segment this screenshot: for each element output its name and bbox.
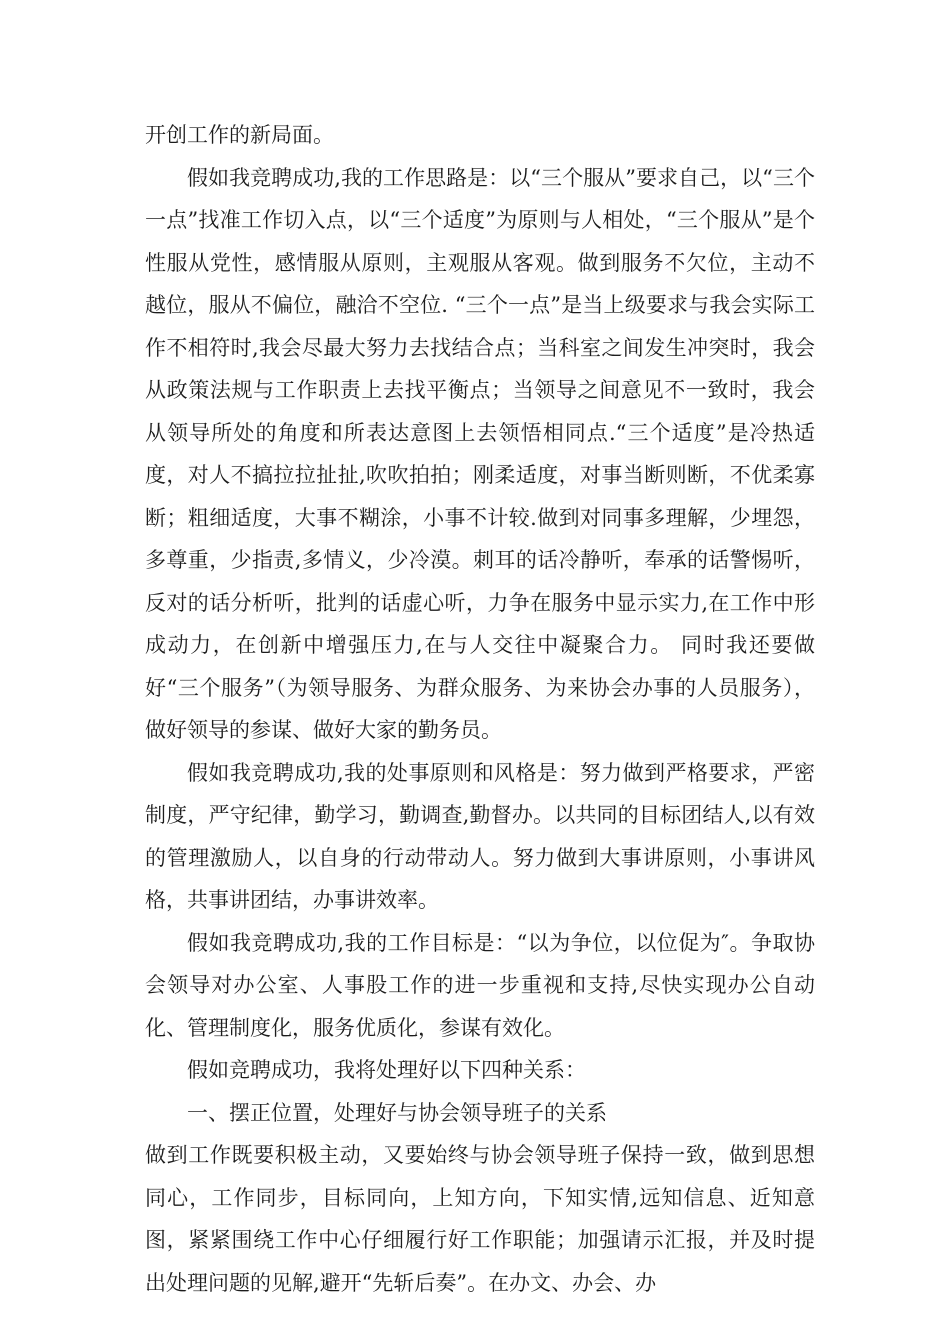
paragraph-section-1-body: 做到工作既要积极主动，又要始终与协会领导班子保持一致，做到思想同心，工作同步，目标同向，上知方向，下知实情,远知信息、近知意图，紧紧围绕工作中心仔细履行好工作职能；加强请示汇报，并及时提出处理问题的见解,避开“先斩后奏”。在办文、办会、办 (145, 1143, 815, 1295)
document-body (145, 114, 815, 1304)
section-heading-1: 一、摆正位置，处理好与协会领导班子的关系 (187, 1100, 607, 1125)
paragraph-principles-style: 假如我竞聘成功,我的处事原则和风格是：努力做到严格要求，严密制度，严守纪律，勤学习，勤调查,勤督办。以共同的目标团结人,以有效的管理激励人，以自身的行动带动人。努力做到大事讲原则，小事讲风格，共事讲团结，办事讲效率。 (145, 760, 815, 912)
paragraph-work-goals: 假如我竞聘成功,我的工作目标是：“以为争位，以位促为″。争取协会领导对办公室、人事股工作的进一步重视和支持,尽快实现办公自动化、管理制度化，服务优质化，参谋有效化。 (145, 930, 815, 1040)
paragraph-four-relations-intro: 假如竞聘成功，我将处理好以下四种关系： (187, 1058, 586, 1082)
paragraph-work-approach: 假如我竞聘成功,我的工作思路是：以“三个服从”要求自己，以“三个一点”找准工作切入点，以“三个适度”为原则与人相处，“三个服从”是个性服从党性，感情服从原则，主观服从客观。做到服务不欠位，主动不越位，服从不偏位，融洽不空位. “三个一点”是当上级要求与我会实际工作不相符时,我会尽最大努力去找结合点；当科室之间发生冲突时，我会从政策法规与工作职责上去找平衡点；当领导之间意见不一致时，我会从领导所处的角度和所表达意图上去领悟相同点.“三个适度”是冷热适度，对人不搞拉拉扯扯,吹吹拍拍；刚柔适度，对事当断则断，不优柔寡断；粗细适度，大事不糊涂，小事不计较.做到对同事多理解，少埋怨，多尊重，少指责,多情义，少冷漠。刺耳的话冷静听，奉承的话警惕听，反对的话分析听，批判的话虚心听，力争在服务中显示实力,在工作中形成动力，在创新中增强压力,在与人交往中凝聚合力。 同时我还要做好“三个服务”（为领导服务、为群众服务、为来协会办事的人员服务），做好领导的参谋、做好大家的勤务员。 (145, 165, 815, 742)
paragraph-continuation: 开创工作的新局面。 (145, 123, 334, 147)
